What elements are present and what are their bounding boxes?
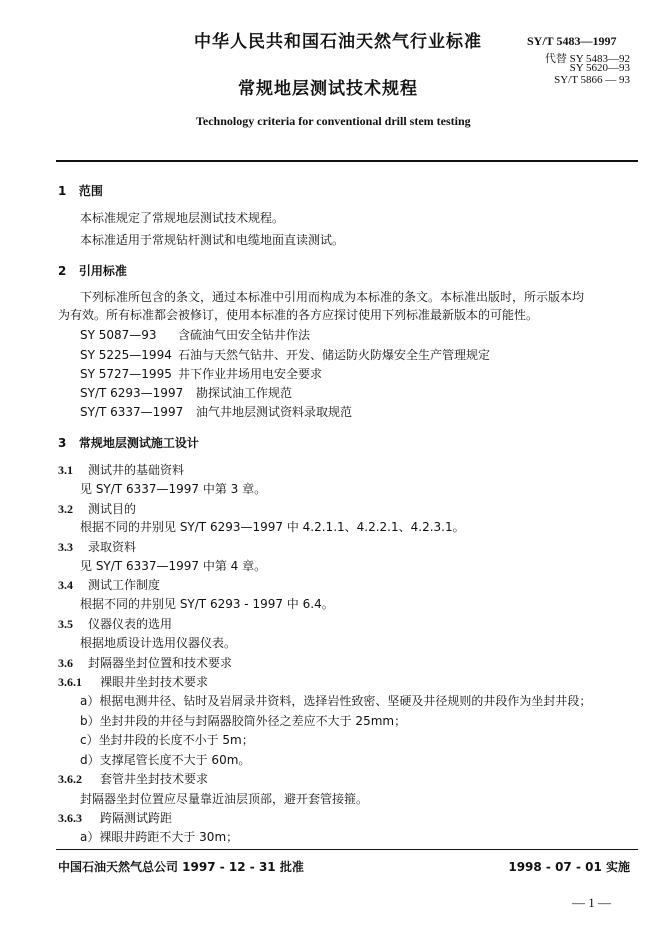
section-1-line-1: 本标准规定了常规地层测试技术规程。: [80, 211, 285, 225]
clause-3-1-heading: 3.1 测试井的基础资料: [58, 463, 185, 477]
clause-3-6-2-text: 封隔器坐封位置应尽量靠近油层顶部，避开套管接箍。: [80, 792, 369, 806]
section-2-paragraph-line-2: 为有效。所有标准都会被修订，使用本标准的各方应探讨使用下列标准最新版本的可能性。: [58, 308, 539, 322]
reference-code: SY 5727—1995: [80, 367, 172, 381]
replaces-line-2: SY 5620—93: [569, 62, 630, 74]
reference-item: [80, 346, 490, 363]
replaces-line-1: 代替 SY 5483—92: [544, 53, 630, 65]
reference-code: SY/T 6337—1997: [80, 405, 184, 419]
clause-3-6-3-text: a）裸眼井跨距不大于 30m；: [80, 830, 239, 844]
clause-3-6-1-heading: 3.6.1 裸眼井坐封技术要求: [58, 675, 209, 689]
standard-number: SY/T 5483—1997: [527, 34, 617, 48]
reference-code: SY/T 6293—1997: [80, 386, 184, 400]
clause-3-6-1-item-c: c）坐封井段的长度不小于 5m；: [80, 733, 254, 747]
approval-line: 中国石油天然气总公司 1997 - 12 - 31 批准: [58, 860, 304, 874]
reference-item: [80, 403, 352, 420]
section-1-line-2: 本标准适用于常规钻杆测试和电缆地面直读测试。: [80, 233, 345, 247]
section-1-heading: [58, 182, 103, 199]
clause-3-4-text: 根据不同的井别见 SY/T 6293 - 1997 中 6.4。: [80, 597, 334, 611]
clause-3-3-heading: 3.3 录取资料: [58, 540, 137, 554]
clause-3-6-3-heading: 3.6.3 跨隔测试跨距: [58, 811, 173, 825]
page-number: — 1 —: [572, 895, 611, 910]
section-2-paragraph-line-1: 下列标准所包含的条文，通过本标准中引用而构成为本标准的条文。本标准出版时，所示版本均: [80, 290, 585, 304]
clause-3-6-1-item-b: b）坐封井段的井径与封隔器胶筒外径之差应不大于 25mm；: [80, 714, 407, 728]
reference-item: [80, 326, 310, 343]
clause-3-6-1-item-d: d）支撑尾管长度不大于 60m。: [80, 753, 251, 767]
clause-3-6-1-item-a: a）根据电测井径、钻时及岩屑录井资料，选择岩性致密、坚硬及井径规则的井段作为坐封井段；: [80, 694, 592, 708]
clause-3-3-text: 见 SY/T 6337—1997 中第 4 章。: [80, 559, 267, 573]
clause-3-6-heading: 3.6 封隔器坐封位置和技术要求: [58, 656, 233, 670]
clause-3-1-text: 见 SY/T 6337—1997 中第 3 章。: [80, 482, 267, 496]
reference-item: [80, 365, 322, 382]
clause-3-5-heading: 3.5 仪器仪表的选用: [58, 617, 173, 631]
reference-code: SY 5225—1994: [80, 348, 172, 362]
clause-3-2-text: 根据不同的井别见 SY/T 6293—1997 中 4.2.1.1、4.2.2.1、4.2.3.1。: [80, 520, 465, 534]
document-english-title: Technology criteria for conventional drill stem testing: [196, 114, 471, 128]
effective-date-line: 1998 - 07 - 01 实施: [508, 860, 630, 874]
section-title: 常规地层测试施工设计: [78, 436, 199, 450]
clause-3-5-text: 根据地质设计选用仪器仪表。: [80, 636, 237, 650]
document-title: 常规地层测试技术规程: [238, 79, 418, 99]
section-number: 3: [58, 436, 67, 450]
footer-divider: [56, 849, 638, 850]
section-number: 2: [58, 264, 67, 278]
section-3-heading: [58, 434, 199, 451]
reference-item: [80, 384, 292, 401]
clause-3-6-2-heading: 3.6.2 套管井坐封技术要求: [58, 772, 209, 786]
replaces-line-3: SY/T 5866 — 93: [554, 74, 630, 86]
reference-name: 勘探试油工作规范: [196, 386, 293, 400]
reference-name: 井下作业井场用电安全要求: [178, 367, 323, 381]
clause-3-4-heading: 3.4 测试工作制度: [58, 578, 161, 592]
standard-category-heading: 中华人民共和国石油天然气行业标准: [194, 32, 482, 52]
section-number: 1: [58, 184, 67, 198]
section-title: 范围: [78, 184, 103, 198]
clause-3-2-heading: 3.2 测试目的: [58, 502, 137, 516]
section-title: 引用标准: [78, 264, 127, 278]
header-divider: [56, 160, 638, 162]
reference-name: 油气井地层测试资料录取规范: [196, 405, 353, 419]
reference-name: 含硫油气田安全钻井作法: [178, 328, 311, 342]
reference-name: 石油与天然气钻井、开发、储运防火防爆安全生产管理规定: [178, 348, 491, 362]
section-2-heading: [58, 262, 127, 279]
reference-code: SY 5087—93: [80, 328, 157, 342]
